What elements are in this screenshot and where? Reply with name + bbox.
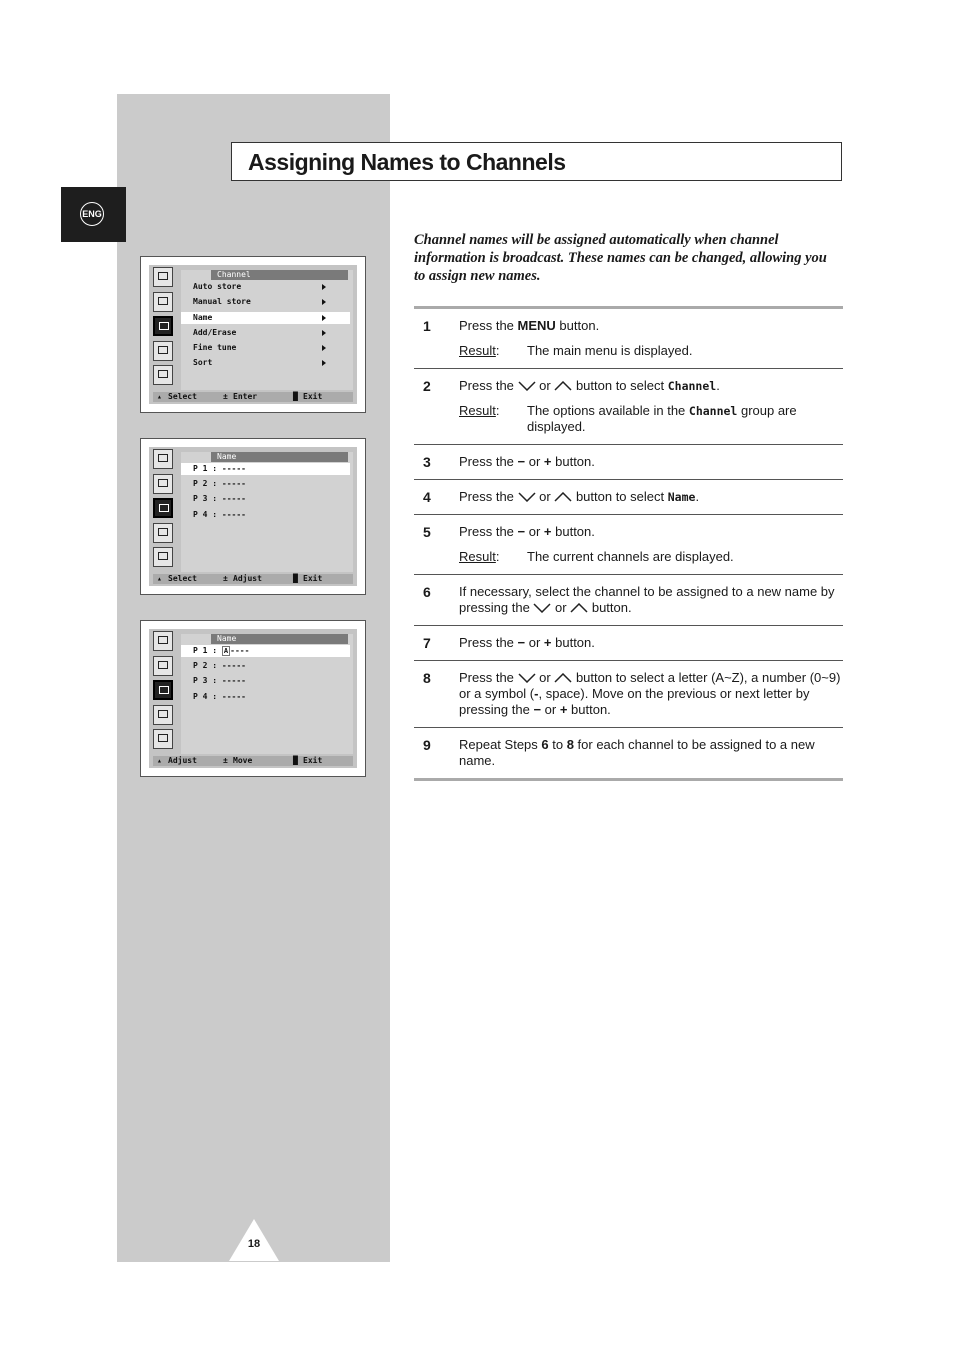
osd-menu: [181, 270, 353, 390]
text-cursor: A: [223, 647, 229, 655]
osd-item-selected: Name: [181, 312, 350, 324]
page-number: 18: [247, 1238, 261, 1250]
step-number: 7: [423, 635, 431, 651]
menu-icon: █: [293, 392, 298, 401]
step-number: 5: [423, 524, 431, 540]
plusminus-icon: ±: [223, 756, 228, 765]
setup-icon: [153, 341, 173, 361]
chevron-up-icon: [570, 603, 588, 613]
step-6: 6 If necessary, select the channel to be assigned to a new name by pressing the or button.: [414, 574, 843, 625]
sound-icon: [153, 656, 173, 676]
step-number: 1: [423, 318, 431, 334]
language-badge: ENG: [80, 202, 104, 226]
step-result: Result: The current channels are displayed.: [459, 549, 734, 564]
osd-item: Manual store: [181, 296, 350, 308]
picture-icon: [153, 449, 173, 469]
step-number: 3: [423, 454, 431, 470]
step-4: 4 Press the or button to select Name.: [414, 479, 843, 514]
picture-icon: [153, 631, 173, 651]
osd-screen-name-list: [140, 438, 366, 595]
chevron-up-icon: [554, 673, 572, 683]
channel-icon: [153, 498, 173, 518]
osd-icon-column: [153, 631, 175, 754]
step-2: 2 Press the or button to select Channel. Result: The options available in the Channel group are displayed.: [414, 368, 843, 444]
step-number: 8: [423, 670, 431, 686]
osd-menu: [181, 634, 353, 754]
setup-icon: [153, 523, 173, 543]
page-title: Assigning Names to Channels: [248, 149, 566, 175]
chevron-down-icon: [518, 492, 536, 502]
osd-item: Sort: [181, 357, 350, 369]
osd-item: P 2 : -----: [193, 479, 246, 488]
chevron-up-icon: [554, 492, 572, 502]
step-result: Result: The main menu is displayed.: [459, 343, 693, 358]
page-number-badge: [229, 1219, 279, 1261]
right-arrow-icon: [322, 345, 326, 351]
step-number: 6: [423, 584, 431, 600]
plusminus-icon: ±: [223, 392, 228, 401]
updown-icon: ▴: [157, 392, 162, 401]
updown-icon: ▴: [157, 756, 162, 765]
osd-item-selected: P 1 : -----: [181, 463, 350, 475]
steps-list: [414, 306, 843, 781]
input-icon: [153, 547, 173, 567]
step-9: 9 Repeat Steps 6 to 8 for each channel to be assigned to a new name.: [414, 727, 843, 778]
right-arrow-icon: [322, 284, 326, 290]
right-arrow-icon: [322, 315, 326, 321]
osd-screen-name-edit: [140, 620, 366, 777]
osd-item: P 3 : -----: [193, 676, 246, 685]
step-5: 5 Press the − or + button. Result: The current channels are displayed.: [414, 514, 843, 574]
osd-icon-column: [153, 267, 175, 390]
input-icon: [153, 729, 173, 749]
sound-icon: [153, 474, 173, 494]
osd-item: P 4 : -----: [193, 510, 246, 519]
step-8: 8 Press the or button to select a letter (A~Z), a number (0~9) or a symbol (-, space). Move on the previous or next letter by pressing the − or + button.: [414, 660, 843, 727]
step-7: 7 Press the − or + button.: [414, 625, 843, 660]
channel-icon: [153, 316, 173, 336]
step-result: Result: The options available in the Channel group are displayed.: [459, 403, 797, 434]
picture-icon: [153, 267, 173, 287]
osd-screen-channel-menu: [140, 256, 366, 413]
right-arrow-icon: [322, 360, 326, 366]
chevron-down-icon: [518, 381, 536, 391]
osd-item-selected: P 1 : A ----: [181, 645, 350, 657]
osd-item: Fine tune: [181, 342, 350, 354]
updown-icon: ▴: [157, 574, 162, 583]
intro-text: Channel names will be assigned automatically when channel information is broadcast. These names can be changed, allowing you to assign new names.: [414, 232, 827, 284]
menu-icon: █: [293, 574, 298, 583]
plusminus-icon: ±: [223, 574, 228, 583]
chevron-up-icon: [554, 381, 572, 391]
channel-icon: [153, 680, 173, 700]
title-box: [231, 142, 842, 181]
step-number: 4: [423, 489, 431, 505]
chevron-down-icon: [533, 603, 551, 613]
sound-icon: [153, 292, 173, 312]
osd-item: P 4 : -----: [193, 692, 246, 701]
right-arrow-icon: [322, 330, 326, 336]
input-icon: [153, 365, 173, 385]
menu-icon: █: [293, 756, 298, 765]
step-3: 3 Press the − or + button.: [414, 444, 843, 479]
osd-item: Auto store: [181, 281, 350, 293]
right-arrow-icon: [322, 299, 326, 305]
chevron-down-icon: [518, 673, 536, 683]
osd-header: Name: [211, 452, 348, 462]
osd-menu: [181, 452, 353, 572]
osd-header: Channel: [211, 270, 348, 280]
osd-footer: ▴ Select ± Enter █ Exit: [153, 392, 353, 402]
step-number: 9: [423, 737, 431, 753]
osd-icon-column: [153, 449, 175, 572]
osd-footer: ▴ Adjust ± Move █ Exit: [153, 756, 353, 766]
osd-footer: ▴ Select ± Adjust █ Exit: [153, 574, 353, 584]
setup-icon: [153, 705, 173, 725]
osd-item: Add/Erase: [181, 327, 350, 339]
step-1: 1 Press the MENU button. Result: The main menu is displayed.: [414, 309, 843, 368]
language-tab: [61, 187, 126, 242]
step-number: 2: [423, 378, 431, 394]
osd-header: Name: [211, 634, 348, 644]
osd-item: P 3 : -----: [193, 494, 246, 503]
osd-item: P 2 : -----: [193, 661, 246, 670]
